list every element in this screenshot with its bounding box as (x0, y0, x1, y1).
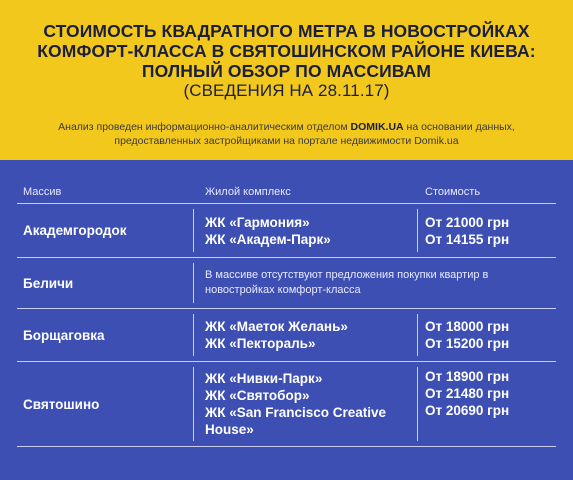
header-price: Стоимость (425, 186, 481, 198)
header-complex: Жилой комплекс (205, 186, 291, 198)
row-prices (425, 204, 509, 257)
title-line-1: СТОИМОСТЬ КВАДРАТНОГО МЕТРА В НОВОСТРОЙКАХ (43, 21, 530, 41)
source-line-2: предоставленных застройщиками на портале недвижимости Domik.ua (114, 135, 459, 147)
row-area: Беличи (23, 275, 74, 291)
column-divider (417, 209, 418, 252)
complex-name: ЖК «Пектораль» (205, 336, 316, 351)
table-row (17, 362, 556, 447)
source-pre: Анализ проведен информационно-аналитическим отделом (58, 121, 351, 133)
column-divider (417, 314, 418, 356)
complex-name: ЖК «Академ-Парк» (205, 231, 331, 247)
row-note: В массиве отсутствуют предложения покупки квартир в новостройках комфорт-класса (205, 269, 489, 296)
complex-name: ЖК «Маеток Желань» (205, 319, 348, 334)
table-header (17, 183, 556, 204)
row-complexes (205, 362, 421, 446)
price-value: От 20690 грн (425, 403, 510, 418)
price-value: От 18000 грн (425, 319, 510, 334)
title-line-2: КОМФОРТ-КЛАССА В СВЯТОШИНСКОМ РАЙОНЕ КИЕВА: (37, 41, 536, 61)
column-divider (193, 367, 194, 441)
price-value: От 15200 грн (425, 336, 510, 351)
title-line-3: ПОЛНЫЙ ОБЗОР ПО МАССИВАМ (141, 61, 432, 81)
price-value: От 21000 грн (425, 214, 510, 230)
row-complexes (205, 204, 421, 257)
source-line-1 (0, 120, 573, 134)
table-row (17, 309, 556, 362)
table-row (17, 258, 556, 309)
header-area: Массив (23, 186, 62, 198)
date-line: (СВЕДЕНИЯ НА 28.11.17) (183, 81, 390, 100)
complex-name: ЖК «Святобор» (205, 388, 310, 403)
price-value: От 18900 грн (425, 369, 510, 384)
row-area: Святошино (23, 396, 100, 412)
row-prices (425, 362, 509, 446)
complex-name: ЖК «San Francisco Creative House» (205, 405, 387, 437)
column-divider (193, 314, 194, 356)
complex-name: ЖК «Гармония» (205, 214, 310, 230)
column-divider (193, 263, 194, 303)
source-note (0, 120, 573, 148)
page-title (0, 21, 573, 101)
price-value: От 14155 грн (425, 231, 510, 247)
source-post: на основании данных, (403, 121, 515, 133)
column-divider (193, 209, 194, 252)
row-area: Борщаговка (23, 327, 105, 343)
column-divider (417, 367, 418, 441)
price-value: От 21480 грн (425, 386, 510, 401)
row-area: Академгородок (23, 223, 127, 238)
row-prices (425, 309, 509, 361)
table-row (17, 204, 556, 258)
source-brand: DOMIK.UA (350, 121, 404, 133)
header-banner (0, 0, 573, 160)
row-complexes (205, 309, 421, 361)
price-table (17, 183, 556, 447)
complex-name: ЖК «Нивки-Парк» (205, 371, 323, 386)
